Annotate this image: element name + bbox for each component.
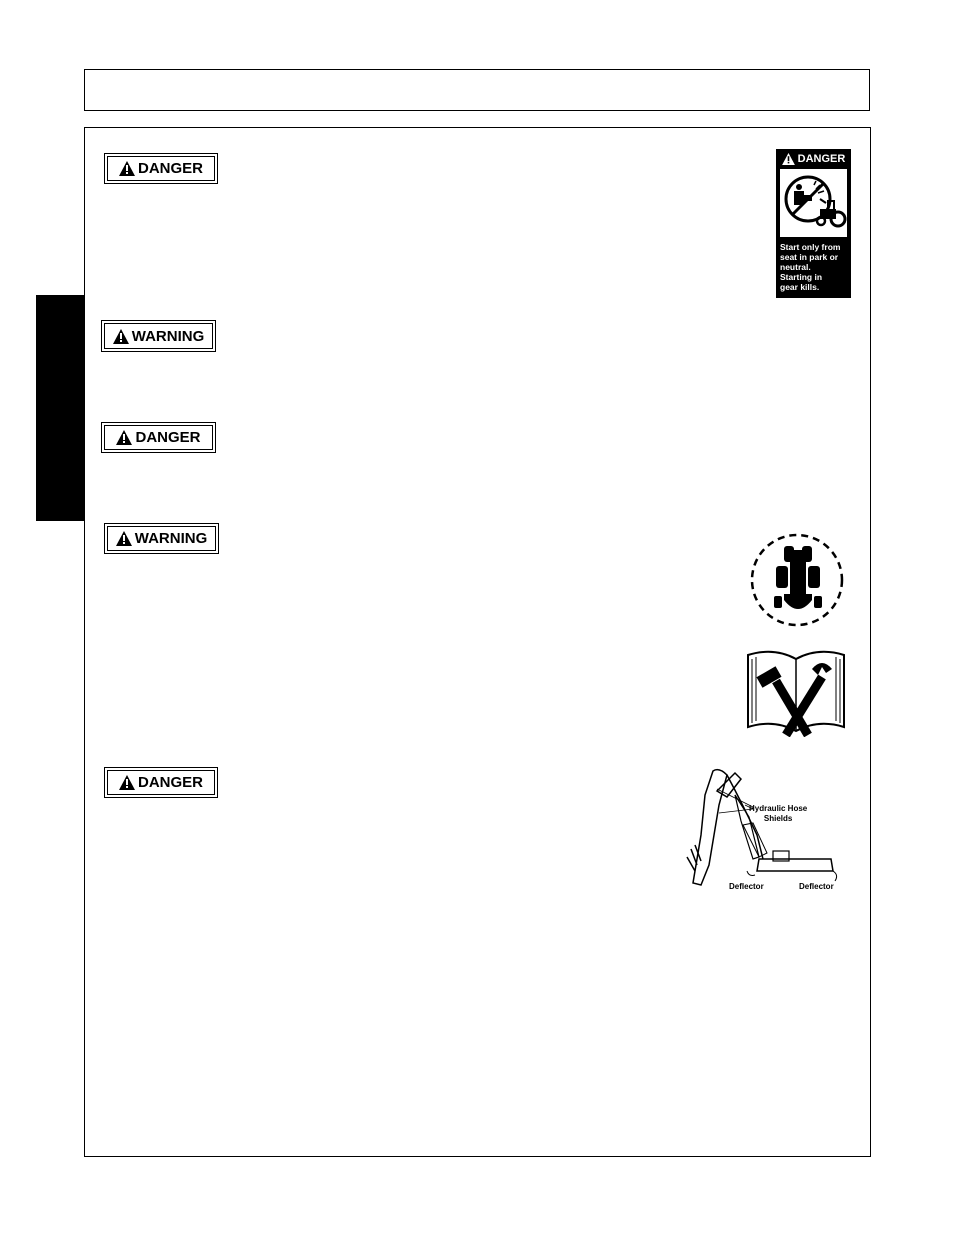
danger-decal: [776, 149, 851, 298]
decal-message: Start only from seat in park or neutral. Starting in gear kills.: [780, 242, 841, 292]
content-box: [84, 127, 871, 1157]
boom-mower-diagram: [683, 765, 843, 897]
warning-sign-2: [104, 523, 219, 554]
danger-sign-1: [104, 153, 218, 184]
sign-label: DANGER: [135, 429, 201, 446]
deflector-right-label: Deflector: [799, 882, 834, 891]
alert-triangle-icon: [119, 775, 135, 790]
deflector-left-label: Deflector: [729, 882, 764, 891]
danger-sign-2: [101, 422, 216, 453]
danger-sign-3: [104, 767, 218, 798]
alert-triangle-icon: [116, 531, 132, 546]
no-ground-start-icon: [780, 169, 847, 237]
alert-triangle-icon: [116, 430, 132, 445]
manual-tools-icon: [746, 647, 846, 737]
alert-triangle-icon: [782, 153, 795, 165]
alert-triangle-icon: [113, 329, 129, 344]
alert-triangle-icon: [119, 161, 135, 176]
sign-label: WARNING: [131, 327, 205, 345]
stay-clear-tractor-icon: [746, 530, 848, 630]
decal-title: [776, 151, 851, 167]
section-side-tab: [36, 295, 85, 521]
page-header-box: [84, 69, 870, 111]
warning-sign-1: [101, 320, 216, 352]
sign-label: WARNING: [134, 530, 208, 547]
sign-label: DANGER: [137, 160, 203, 177]
decal-title-text: DANGER: [797, 153, 846, 165]
hose-shields-label: Hydraulic Hose Shields: [749, 804, 808, 823]
sign-label: DANGER: [137, 774, 203, 791]
